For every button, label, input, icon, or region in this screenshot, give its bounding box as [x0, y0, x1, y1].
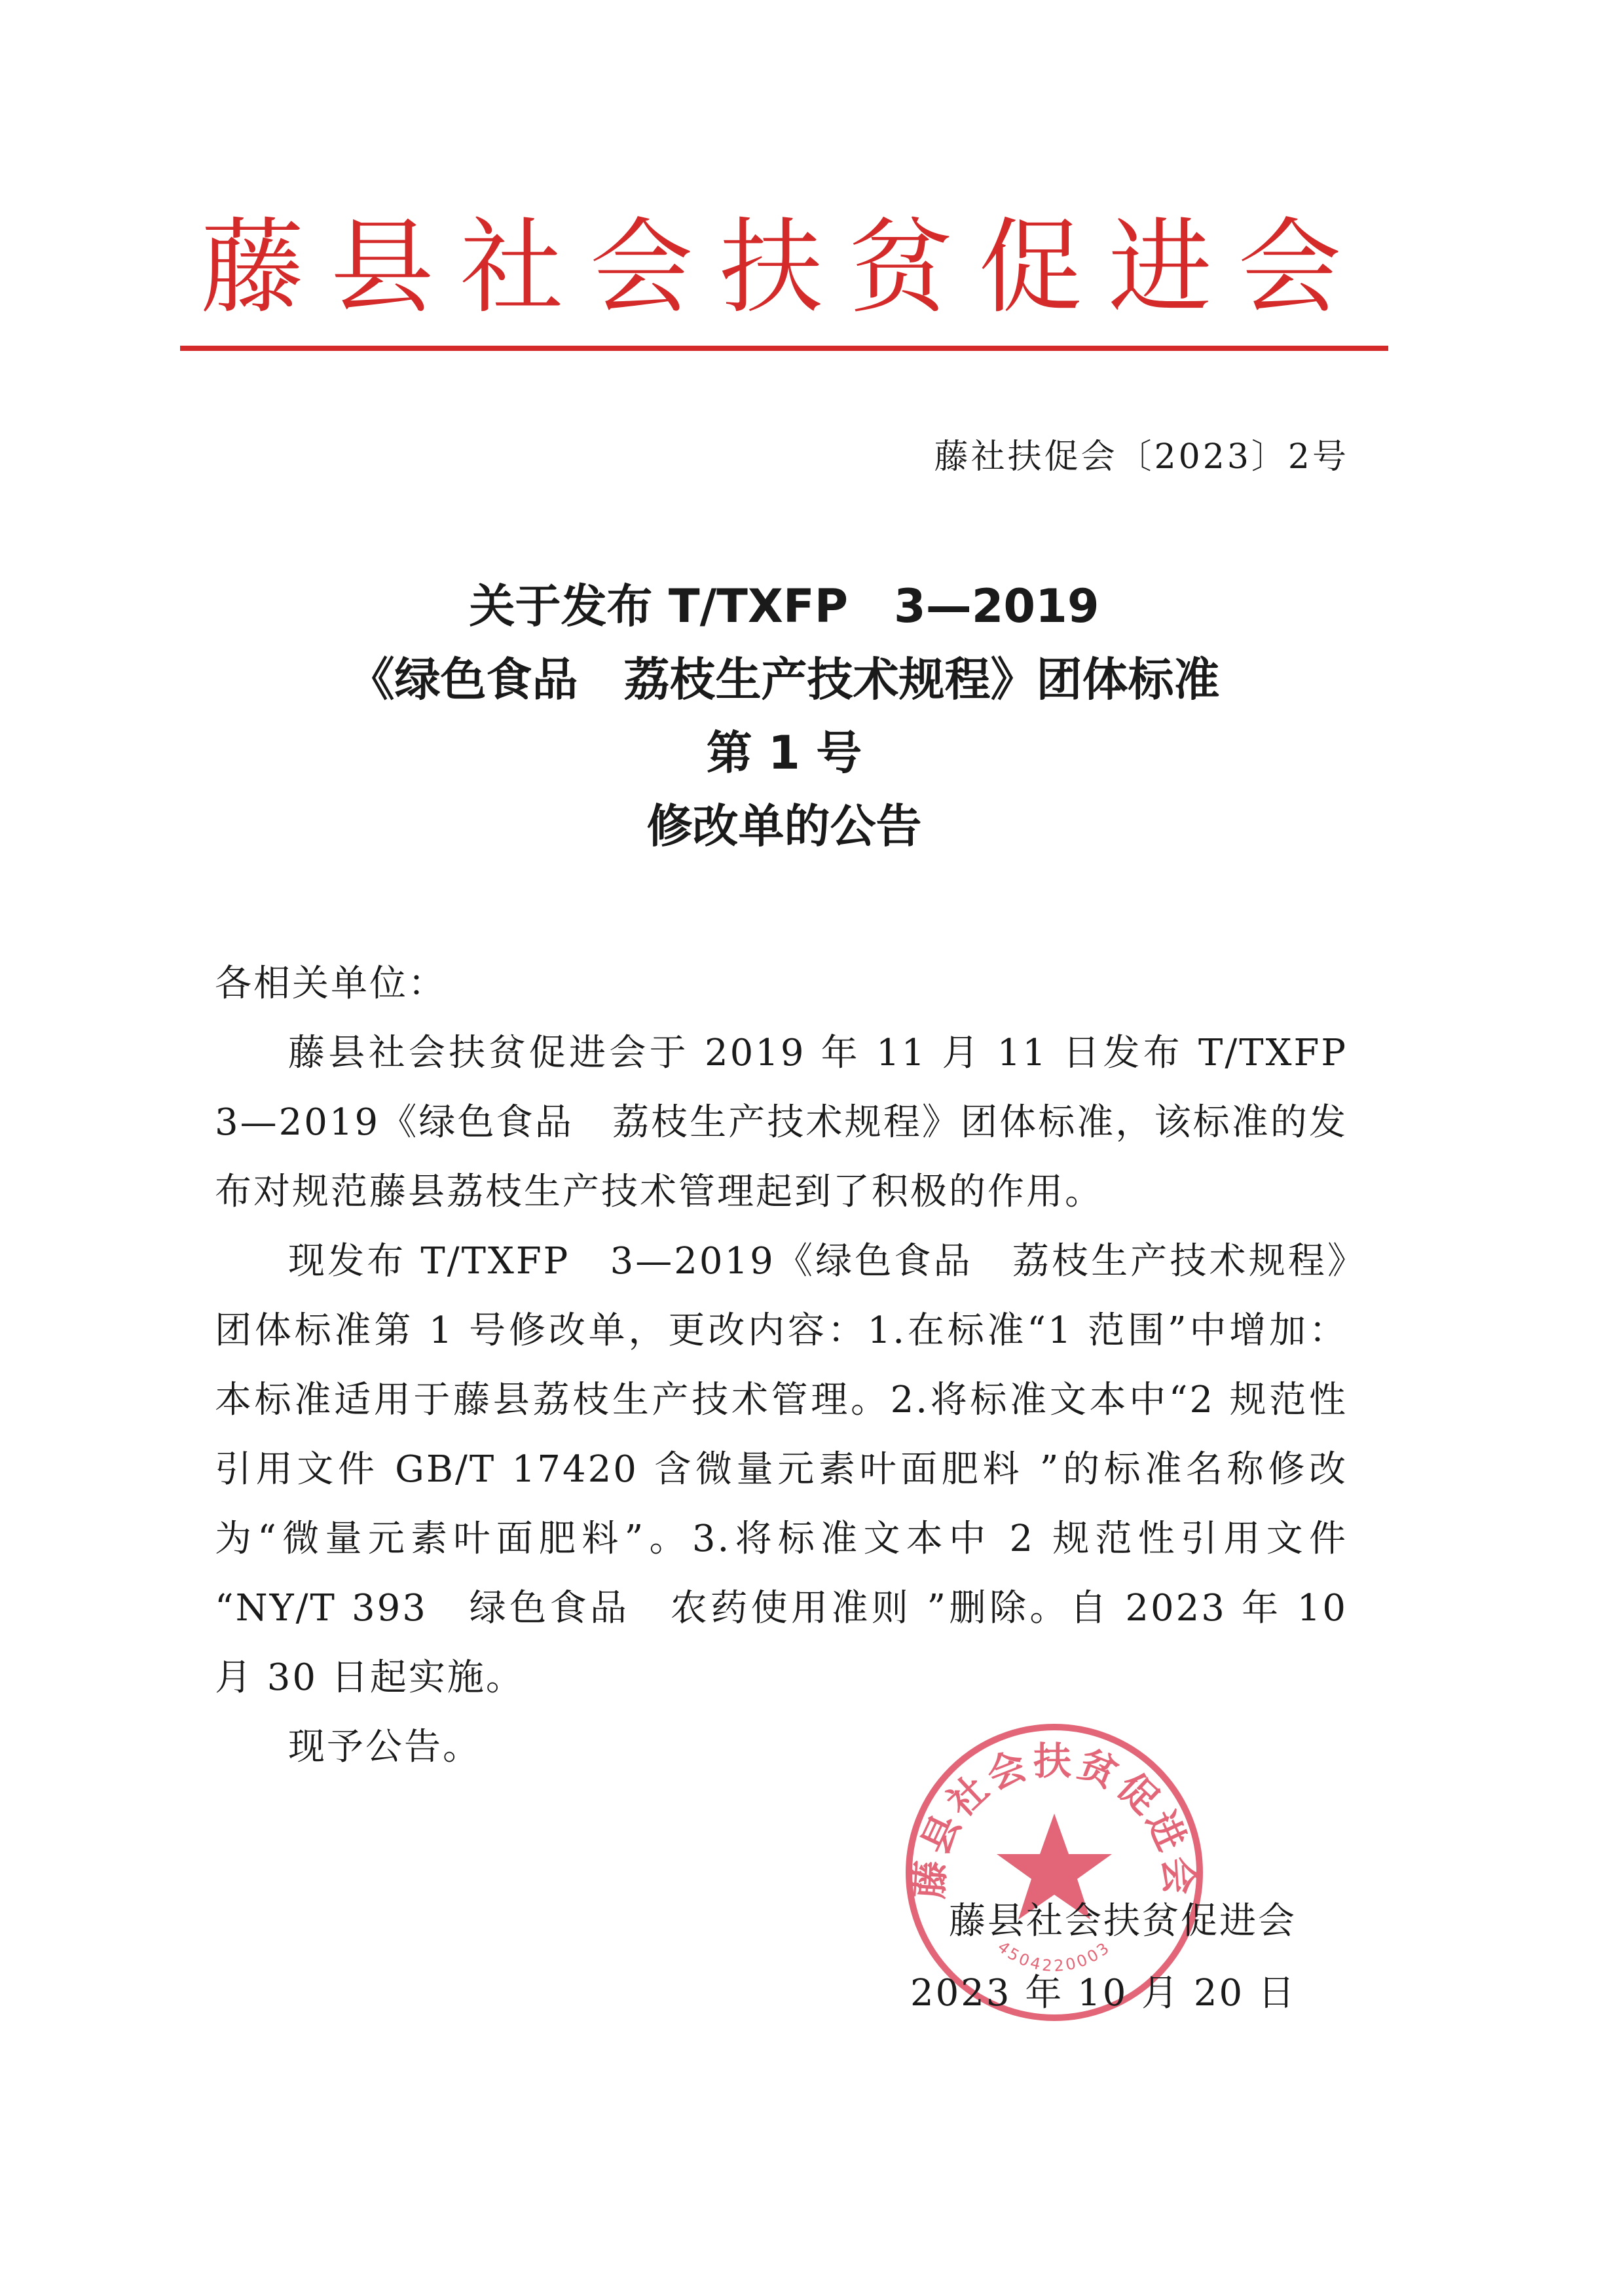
signature-block — [707, 1886, 1297, 2030]
letterhead-title: 藤县社会扶贫促进会 — [200, 208, 1368, 328]
document-number: 藤社扶促会〔2023〕2号 — [934, 437, 1349, 477]
signature-org: 藤县社会扶贫促进会 — [949, 1900, 1297, 1942]
body-paragraph-1: 藤县社会扶贫促进会于 2019 年 11 月 11 日发布 T/TXFP 3—2019《绿色食品 荔枝生产技术规程》团体标准，该标准的发布对规范藤县荔枝生产技术管理起到了积极的作用。 — [215, 1032, 1361, 1213]
letterhead-red-rule — [180, 346, 1388, 351]
document-title — [180, 570, 1388, 863]
seal-text: 藤县社会扶贫促进会 — [906, 1739, 1202, 1901]
body-paragraph-2: 现发布 T/TXFP 3—2019《绿色食品 荔枝生产技术规程》团体标准第 1 号修改单，更改内容：1.在标准“1 范围”中增加：本标准适用于藤县荔枝生产技术管理。2.将标准文本中“2 规范性引用文件 GB/T 17420 含微量元素叶面肥料 ”的标准名称修改为“微量元素叶面肥料”。3.将标准文本中 2 规范性引用文件 “NY/T 393 绿色食品 农药使用准则 ”删除。自 2023 年 10 月 30 日起实施。 — [215, 1240, 1361, 1699]
title-line-3: 第 1 号 — [706, 726, 862, 780]
title-line-1: 关于发布 T/TXFP 3—2019 — [469, 579, 1099, 633]
title-line-2: 《绿色食品 荔枝生产技术规程》团体标准 — [348, 653, 1220, 706]
document-body — [215, 949, 1361, 1782]
salutation: 各相关单位： — [215, 962, 447, 1005]
seal-code: 4504220003 — [994, 1937, 1115, 1976]
title-line-4: 修改单的公告 — [646, 799, 922, 853]
signature-date: 2023 年 10 月 20 日 — [910, 1972, 1297, 2014]
closing-remark: 现予公告。 — [288, 1726, 481, 1768]
